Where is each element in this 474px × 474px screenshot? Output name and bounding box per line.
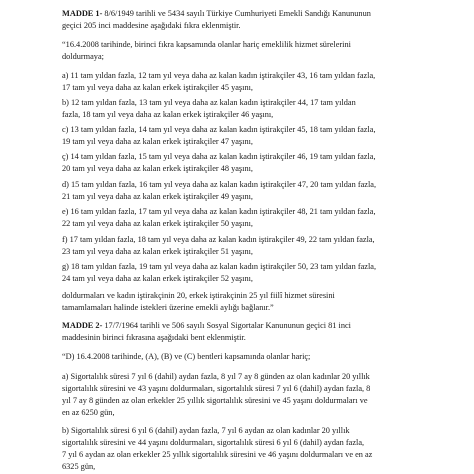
madde1-intro-text: 8/6/1949 tarihli ve 5434 sayılı Türkiye Cumhuriyeti Emekli Sandığı Kanununun: [104, 9, 371, 18]
madde1-quote-line2: doldurmaya;: [62, 52, 104, 61]
madde2-intro-line1: [62, 321, 351, 331]
madde1-item-g-line2: 24 tam yıl veya daha az kalan erkek iştirakçiler 52 yaşını,: [62, 274, 253, 283]
madde1-item-e-line1: e) 16 tam yıldan fazla, 17 tam yıl veya daha az kalan kadın iştirakçiler 48, 21 tam yıldan fazla,: [62, 207, 376, 216]
madde1-intro-line1: [62, 9, 371, 19]
madde1-intro-line2: geçici 205 inci maddesine aşağıdaki fıkra eklenmiştir.: [62, 21, 241, 30]
madde1-quote-line1: “16.4.2008 tarihinde, birinci fıkra kapsamında olanlar hariç emeklilik hizmet sürelerini: [62, 40, 351, 49]
madde2-a-line2: sigortalılık süresini ve 43 yaşını doldurmaları, sigortalılık süresi 7 yıl 6 (dahil) aydan fazla, 8: [62, 384, 371, 393]
madde1-item-a-line2: 17 tam yıl veya daha az kalan erkek iştirakçiler 45 yaşını,: [62, 83, 253, 92]
madde2-a-line3: yıl 7 ay 8 günden az olan erkekler 25 yıllık sigortalılık süresini ve 45 yaşını doldurmaları ve: [62, 396, 368, 405]
madde1-item-cc-line2: 20 tam yıl veya daha az kalan erkek iştirakçiler 48 yaşını,: [62, 164, 253, 173]
madde2-a-line1: a) Sigortalılık süresi 7 yıl 6 (dahil) aydan fazla, 8 yıl 7 ay 8 günden az olan kadınlar 20 yıllık: [62, 372, 370, 381]
madde1-item-e-line2: 22 tam yıl veya daha az kalan erkek iştirakçiler 50 yaşını,: [62, 219, 253, 228]
madde1-item-c-line1: c) 13 tam yıldan fazla, 14 tam yıl veya daha az kalan kadın iştirakçiler 45, 18 tam yıldan fazla,: [62, 125, 376, 134]
madde2-quote-line1: “D) 16.4.2008 tarihinde, (A), (B) ve (C) bentleri kapsamında olanlar hariç;: [62, 352, 311, 361]
madde2-heading: MADDE 2-: [62, 321, 103, 330]
madde1-item-cc-line1: ç) 14 tam yıldan fazla, 15 tam yıl veya daha az kalan kadın iştirakçiler 46, 19 tam yıldan fazla,: [62, 152, 376, 161]
madde1-item-b-line2: fazla, 18 tam yıl veya daha az kalan erkek iştirakçiler 46 yaşını,: [62, 110, 274, 119]
madde1-item-f-line2: 23 tam yıl veya daha az kalan erkek iştirakçiler 51 yaşını,: [62, 247, 253, 256]
madde1-item-f-line1: f) 17 tam yıldan fazla, 18 tam yıl veya daha az kalan kadın iştirakçiler 49, 22 tam yıldan fazla,: [62, 235, 375, 244]
madde2-intro-line2: maddesinin birinci fıkrasına aşağıdaki bent eklenmiştir.: [62, 333, 246, 342]
madde1-closing-line1: doldurmaları ve kadın iştirakçinin 20, erkek iştirakçinin 25 yıl fiilî hizmet süresini: [62, 291, 335, 300]
madde2-b-line1: b) Sigortalılık süresi 6 yıl 6 (dahil) aydan fazla, 7 yıl 6 aydan az olan kadınlar 20 yıllık: [62, 426, 350, 435]
madde1-heading: MADDE 1-: [62, 9, 103, 18]
madde1-item-d-line1: d) 15 tam yıldan fazla, 16 tam yıl veya daha az kalan kadın iştirakçiler 47, 20 tam yıldan fazla,: [62, 180, 377, 189]
madde1-item-b-line1: b) 12 tam yıldan fazla, 13 tam yıl veya daha az kalan kadın iştirakçiler 44, 17 tam yıldan: [62, 98, 356, 107]
madde1-closing-line2: tamamlamaları halinde istekleri üzerine emekli aylığı bağlanır.”: [62, 303, 274, 312]
madde2-b-line4: 6325 gün,: [62, 462, 96, 471]
madde2-intro-text: 17/7/1964 tarihli ve 506 sayılı Sosyal Sigortalar Kanununun geçici 81 inci: [104, 321, 351, 330]
madde1-item-g-line1: g) 18 tam yıldan fazla, 19 tam yıl veya daha az kalan kadın iştirakçiler 50, 23 tam yıldan fazla,: [62, 262, 377, 271]
madde2-b-line2: sigortalılık süresini ve 44 yaşını doldurmaları, sigortalılık süresi 6 yıl 6 (dahil) aydan fazla,: [62, 438, 365, 447]
madde2-a-line4: en az 6250 gün,: [62, 408, 115, 417]
madde2-b-line3: 7 yıl 6 aydan az olan erkekler 25 yıllık sigortalılık süresini ve 46 yaşını doldurmaları ve en az: [62, 450, 373, 459]
madde1-item-a-line1: a) 11 tam yıldan fazla, 12 tam yıl veya daha az kalan kadın iştirakçiler 43, 16 tam yıldan fazla,: [62, 71, 376, 80]
madde1-item-c-line2: 19 tam yıl veya daha az kalan erkek iştirakçiler 47 yaşını,: [62, 137, 253, 146]
madde1-item-d-line2: 21 tam yıl veya daha az kalan erkek iştirakçiler 49 yaşını,: [62, 192, 253, 201]
